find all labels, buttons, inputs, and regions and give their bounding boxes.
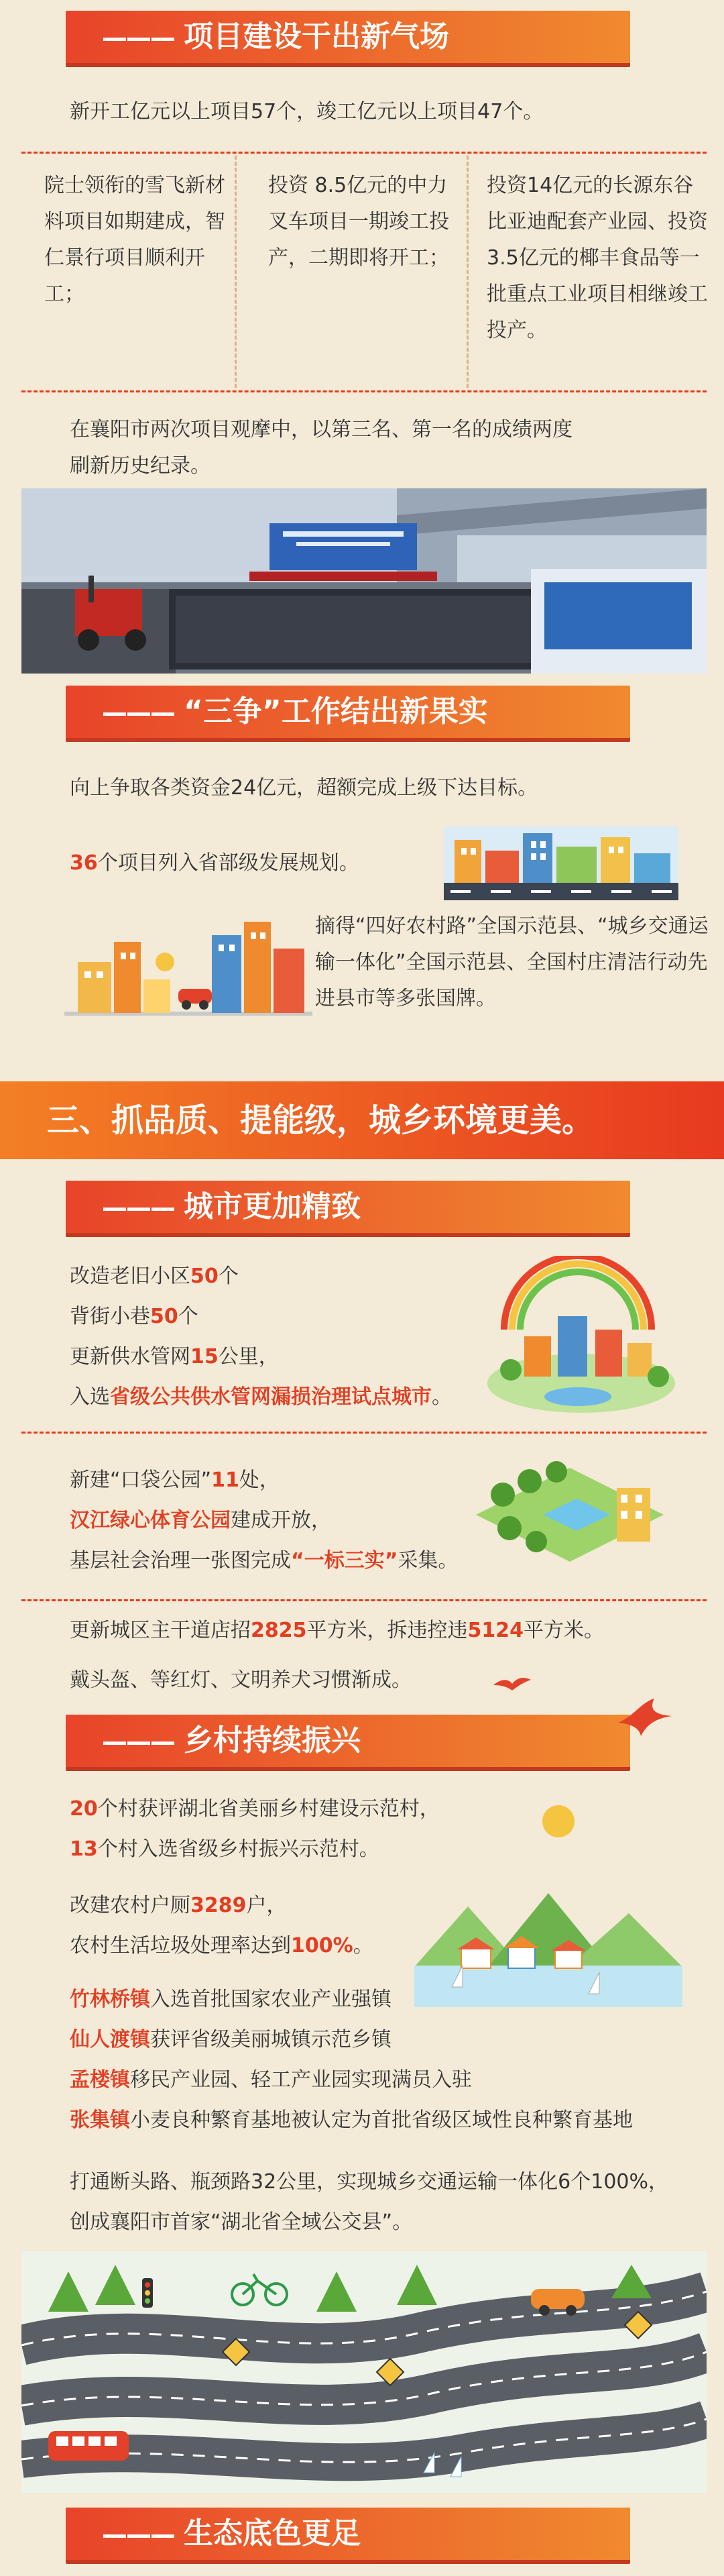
city-skyline-illustration [444, 826, 678, 900]
plan-text [70, 845, 445, 881]
section-header-three-strive: ——— “三争”工作结出新果实 [66, 686, 630, 738]
national-brands-text: 摘得“四好农村路”全国示范县、“城乡交通运输一体化”全国示范县、全国村庄清洁行动先进县市等多张国牌。 [315, 914, 709, 1010]
city-line-2: 背街小巷50个 [70, 1305, 198, 1328]
village-line-1: 20个村获评湖北省美丽乡村建设示范村， [70, 1797, 440, 1821]
road-line-2: 创成襄阳市首家“湖北省全域公交县”。 [70, 2210, 413, 2234]
project-col-3: 投资14亿元的长源东谷比亚迪配套产业园、投资3.5亿元的椰丰食品等一批重点工业项目相继竣工投产。 [487, 174, 708, 342]
bird-icon [492, 1673, 532, 1693]
rainbow-town-illustration [484, 1256, 678, 1417]
section-header-city: ——— 城市更加精致 [66, 1181, 630, 1233]
project-col-1: 院士领衔的雪飞新材料项目如期建成，智仁景行项目顺利开工； [44, 174, 225, 306]
plan-label: 个项目列入省部级发展规划。 [97, 851, 359, 875]
chapter-banner [0, 1081, 724, 1159]
section-header-ecology: ——— 生态底色更足 [66, 2508, 630, 2560]
section-title: 生态底色更足 [184, 2516, 361, 2551]
divider [21, 390, 707, 392]
city-line-4: 入选省级公共供水管网漏损治理试点城市。 [70, 1385, 452, 1409]
signboard-text: 更新城区主干道店招2825平方米，拆违控违5124平方米。 [70, 1619, 604, 1642]
park-line-2: 汉江绿心体育公园建成开放， [70, 1509, 331, 1532]
village-line-2: 13个村入选省级乡村振兴示范村。 [70, 1837, 379, 1861]
village-line-3: 改建农村户厕3289户， [70, 1894, 287, 1917]
chapter-title: 三、抓品质、提能级，城乡环境更美。 [47, 1102, 595, 1139]
town-line-3: 孟楼镇移民产业园、轻工产业园实现满员入驻 [70, 2068, 472, 2092]
divider [467, 156, 469, 388]
city-line-1: 改造老旧小区50个 [70, 1265, 239, 1288]
event-photo [21, 488, 707, 674]
section-header-village: ——— 乡村持续振兴 [66, 1715, 630, 1767]
sun-icon [542, 1805, 575, 1838]
town-line-2: 仙人渡镇获评省级美丽城镇示范乡镇 [70, 2028, 391, 2051]
event-photo-image [21, 488, 707, 674]
town-line-1: 竹林桥镇入选首批国家农业产业强镇 [70, 1988, 391, 2011]
funding-text: 向上争取各类资金24亿元，超额完成上级下达目标。 [70, 776, 538, 800]
city-line-3: 更新供水管网15公里， [70, 1345, 279, 1368]
plan-count: 36 [70, 851, 98, 875]
road-line-1: 打通断头路、瓶颈路32公里，实现城乡交通运输一体化6个100%， [70, 2170, 669, 2194]
roads-illustration [21, 2251, 707, 2493]
divider [21, 1432, 707, 1434]
park-line-1: 新建“口袋公园”11处， [70, 1468, 280, 1492]
bird-icon [614, 1696, 674, 1743]
buildings-car-illustration [64, 915, 312, 1022]
section-title: 城市更加精致 [184, 1189, 361, 1224]
park-illustration [463, 1441, 677, 1575]
projects-intro: 新开工亿元以上项目57个，竣工亿元以上项目47个。 [70, 100, 544, 123]
divider [235, 156, 237, 388]
town-line-4: 张集镇小麦良种繁育基地被认定为首批省级区域性良种繁育基地 [70, 2108, 633, 2132]
park-line-3: 基层社会治理一张图完成“一标三实”采集。 [70, 1549, 459, 1572]
section-title: 项目建设干出新气场 [184, 19, 449, 54]
observe-text: 在襄阳市两次项目观摩中，以第三名、第一名的成绩两度刷新历史纪录。 [70, 418, 572, 478]
civility-text: 戴头盔、等红灯、文明养犬习惯渐成。 [70, 1668, 412, 1692]
section-header-projects: ——— 项目建设干出新气场 [66, 11, 630, 63]
divider [21, 152, 707, 154]
project-col-2: 投资 8.5亿元的中力叉车项目一期竣工投产，二期即将开工； [268, 174, 449, 270]
section-title: “三争”工作结出新果实 [184, 694, 488, 729]
village-line-4: 农村生活垃圾处理率达到100%。 [70, 1934, 373, 1957]
section-title: 乡村持续振兴 [184, 1723, 361, 1758]
divider [21, 1599, 707, 1601]
